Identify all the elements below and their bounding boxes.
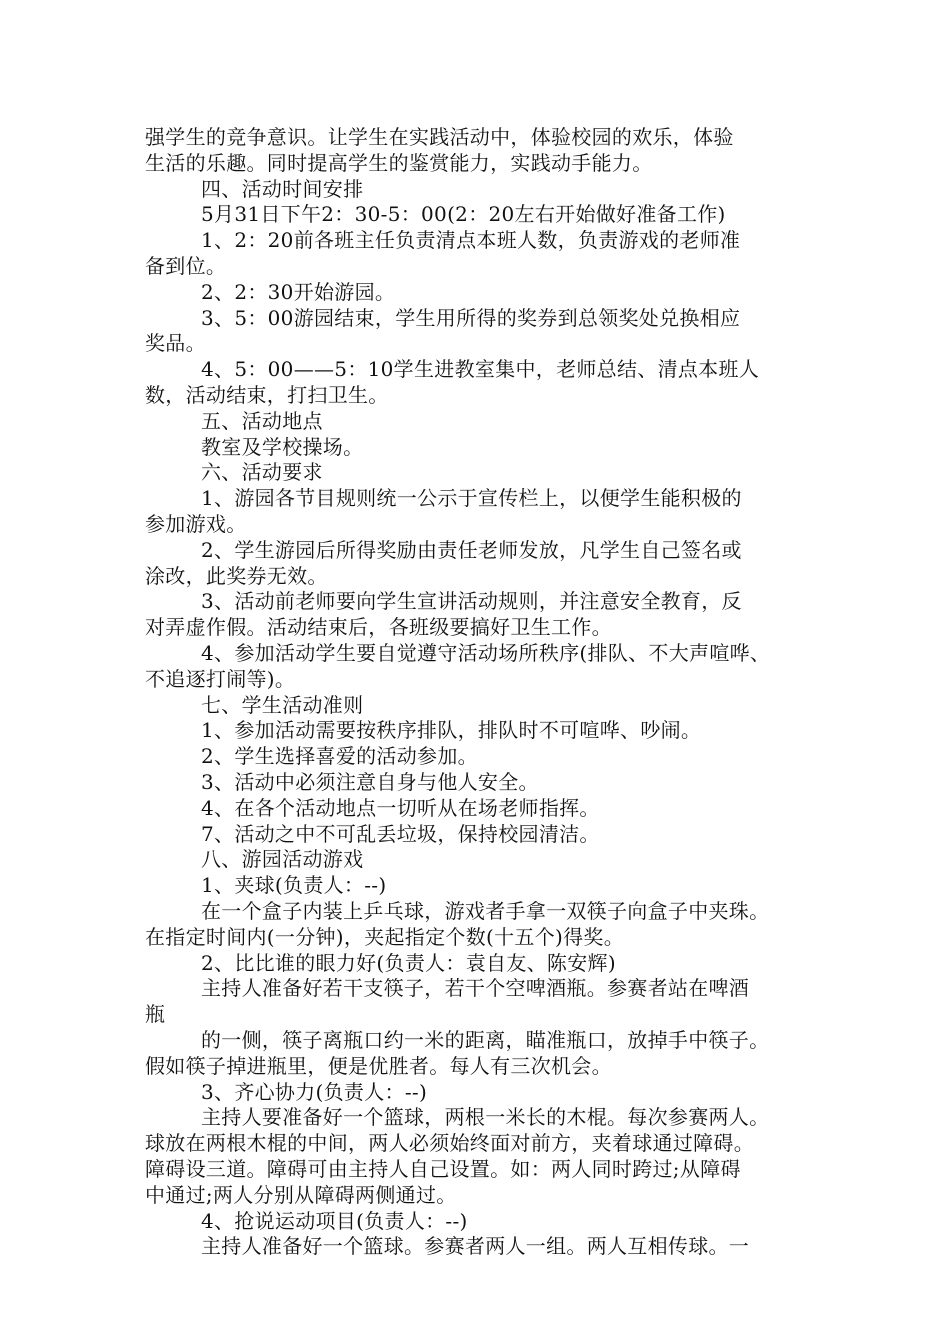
text-line: 在指定时间内(一分钟)，夹起指定个数(十五个)得奖。 bbox=[145, 924, 625, 949]
text-line: 3、5：00游园结束，学生用所得的奖券到总领奖处兑换相应 bbox=[201, 305, 741, 330]
text-line: 参加游戏。 bbox=[145, 512, 247, 536]
text-line: 1、2：20前各班主任负责清点本班人数，负责游戏的老师准 bbox=[201, 228, 741, 253]
text-line: 中通过;两人分别从障碍两侧通过。 bbox=[145, 1182, 457, 1207]
text-line: 涂改，此奖券无效。 bbox=[145, 563, 328, 588]
text-line: 主持人要准备好一个篮球，两根一米长的木棍。每次参赛两人。 bbox=[201, 1105, 770, 1130]
text-line: 假如筷子掉进瓶里，便是优胜者。每人有三次机会。 bbox=[145, 1053, 612, 1078]
text-line: 八、游园活动游戏 bbox=[201, 847, 364, 872]
text-line: 瓶 bbox=[145, 1002, 166, 1027]
text-line: 主持人准备好一个篮球。参赛者两人一组。两人互相传球。一 bbox=[201, 1234, 750, 1259]
text-line: 2、比比谁的眼力好(负责人：袁自友、陈安辉) bbox=[201, 950, 616, 975]
text-line: 4、参加活动学生要自觉遵守活动场所秩序(排队、不大声喧哗、 bbox=[201, 641, 771, 665]
text-line: 障碍设三道。障碍可由主持人自己设置。如：两人同时跨过;从障碍 bbox=[145, 1157, 741, 1181]
text-line: 1、夹球(负责人：--) bbox=[201, 873, 387, 898]
text-line: 对弄虚作假。活动结束后，各班级要搞好卫生工作。 bbox=[145, 615, 612, 640]
text-line: 数，活动结束，打扫卫生。 bbox=[145, 383, 389, 407]
text-line: 4、在各个活动地点一切听从在场老师指挥。 bbox=[201, 795, 600, 820]
text-line: 七、学生活动准则 bbox=[201, 692, 364, 717]
text-line: 不追逐打闹等)。 bbox=[145, 666, 296, 691]
text-line: 球放在两根木棍的中间，两人必须始终面对前方，夹着球通过障碍。 bbox=[145, 1131, 754, 1156]
text-line: 1、游园各节目规则统一公示于宣传栏上，以便学生能积极的 bbox=[201, 486, 742, 511]
text-line: 3、活动前老师要向学生宣讲活动规则，并注意安全教育，反 bbox=[201, 589, 742, 614]
text-line: 强学生的竞争意识。让学生在实践活动中，体验校园的欢乐，体验 bbox=[145, 125, 734, 149]
text-line: 奖品。 bbox=[145, 331, 206, 356]
text-line: 1、参加活动需要按秩序排队，排队时不可喧哗、吵闹。 bbox=[201, 718, 702, 743]
text-line: 四、活动时间安排 bbox=[201, 176, 364, 201]
text-line: 备到位。 bbox=[145, 254, 227, 278]
text-line: 4、5：00——5：10学生进教室集中，老师总结、清点本班人 bbox=[201, 357, 760, 382]
text-line: 主持人准备好若干支筷子，若干个空啤酒瓶。参赛者站在啤酒 bbox=[201, 976, 750, 1001]
text-line: 7、活动之中不可乱丢垃圾，保持校园清洁。 bbox=[201, 821, 600, 846]
text-line: 的一侧，筷子离瓶口约一米的距离，瞄准瓶口，放掉手中筷子。 bbox=[201, 1028, 770, 1052]
text-line: 4、抢说运动项目(负责人：--) bbox=[201, 1208, 468, 1233]
text-line: 教室及学校操场。 bbox=[201, 434, 364, 459]
text-line: 3、活动中必须注意自身与他人安全。 bbox=[201, 770, 539, 794]
text-line: 六、活动要求 bbox=[201, 460, 323, 485]
text-line: 2、学生选择喜爱的活动参加。 bbox=[201, 744, 478, 769]
text-line: 2、学生游园后所得奖励由责任老师发放，凡学生自己签名或 bbox=[201, 537, 742, 562]
text-line: 生活的乐趣。同时提高学生的鉴赏能力，实践动手能力。 bbox=[145, 150, 653, 175]
text-line: 5月31日下午2：30-5：00(2：20左右开始做好准备工作) bbox=[201, 202, 726, 227]
text-line: 五、活动地点 bbox=[201, 408, 323, 433]
text-line: 2、2：30开始游园。 bbox=[201, 279, 396, 304]
text-line: 3、齐心协力(负责人：--) bbox=[201, 1079, 428, 1104]
text-line: 在一个盒子内装上乒乓球，游戏者手拿一双筷子向盒子中夹珠。 bbox=[201, 899, 770, 923]
